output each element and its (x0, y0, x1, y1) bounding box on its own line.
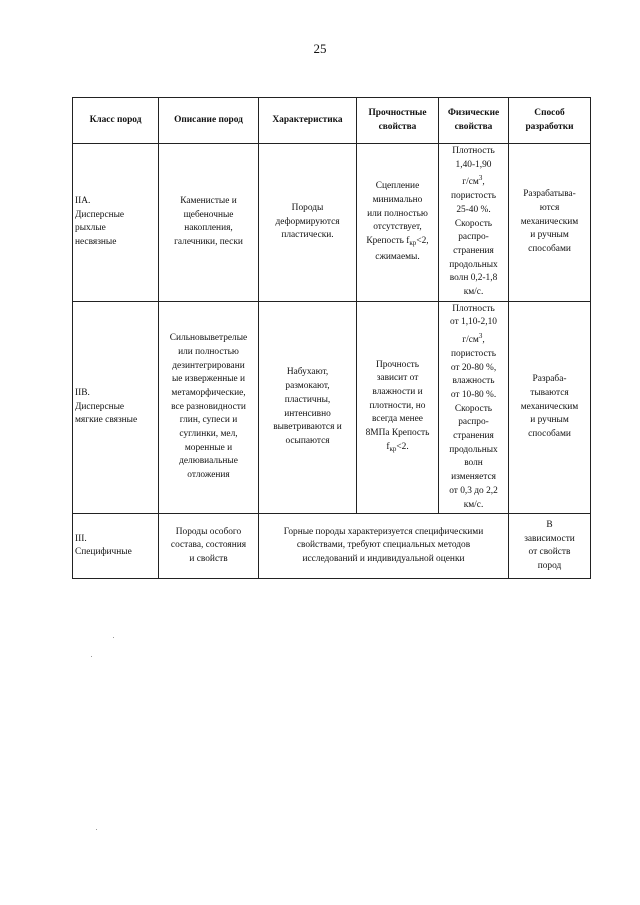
cell-physical-properties: Плотность 1,40-1,90 $г/см^3$, пористость 25-40 %. Скорость распро- странения продольных волн 0,2-1,8 км/с. (439, 144, 509, 302)
cell-rock-description: Каменистые и щебеночные накопления, галечники, пески (159, 144, 259, 302)
cell-strength-properties: Сцепление минимально или полностью отсутствует, Крепость $f_{кр}<2$, сжимаемы. (357, 144, 439, 302)
cell-development-method: Разрабатыва- ются механическим и ручным способами (509, 144, 591, 302)
cell-development-method: Разраба- тываются механическим и ручным способами (509, 301, 591, 514)
header-rock-description: Описание пород (159, 98, 259, 144)
header-physical-properties: Физические свойства (439, 98, 509, 144)
cell-rock-class: IIB. Дисперсные мягкие связные (73, 301, 159, 514)
cell-development-method: В зависимости от свойств пород (509, 514, 591, 579)
header-characteristic: Характеристика (259, 98, 357, 144)
cell-rock-class: III. Специфичные (73, 514, 159, 579)
scan-speck (91, 656, 92, 657)
scan-speck (96, 829, 97, 830)
header-row (73, 98, 591, 144)
table-row (73, 514, 591, 579)
cell-characteristic: Набухают, размокают, пластичны, интенсивно выветриваются и осыпаются (259, 301, 357, 514)
scan-speck (113, 637, 114, 638)
rock-classification-table (72, 97, 591, 579)
header-rock-class: Класс пород (73, 98, 159, 144)
header-strength-properties: Прочностные свойства (357, 98, 439, 144)
table-row (73, 301, 591, 514)
header-development-method: Способ разработки (509, 98, 591, 144)
cell-physical-properties: Плотность от 1,10-2,10 $г/см^3$, пористость от 20-80 %, влажность от 10-80 %. Скорость распро- странения продольных волн изменяется от 0,3 до 2,2 км/с. (439, 301, 509, 514)
cell-strength-properties: Прочность зависит от влажности и плотности, но всегда менее 8МПа Крепость $f_{кр}<2$. (357, 301, 439, 514)
table-row (73, 144, 591, 302)
cell-merged-properties: Горные породы характеризуется специфическими свойствами, требуют специальных методов исследований и индивидуальной оценки (259, 514, 509, 579)
page-number: 25 (313, 41, 327, 56)
cell-rock-class: IIA. Дисперсные рыхлые несвязные (73, 144, 159, 302)
cell-rock-description: Сильновыветрелые или полностью дезинтегрировани ые изверженные и метаморфические, все разновидности глин, супеси и суглинки, мел, моренные и делювиальные отложения (159, 301, 259, 514)
cell-characteristic: Породы деформируются пластически. (259, 144, 357, 302)
cell-rock-description: Породы особого состава, состояния и свойств (159, 514, 259, 579)
